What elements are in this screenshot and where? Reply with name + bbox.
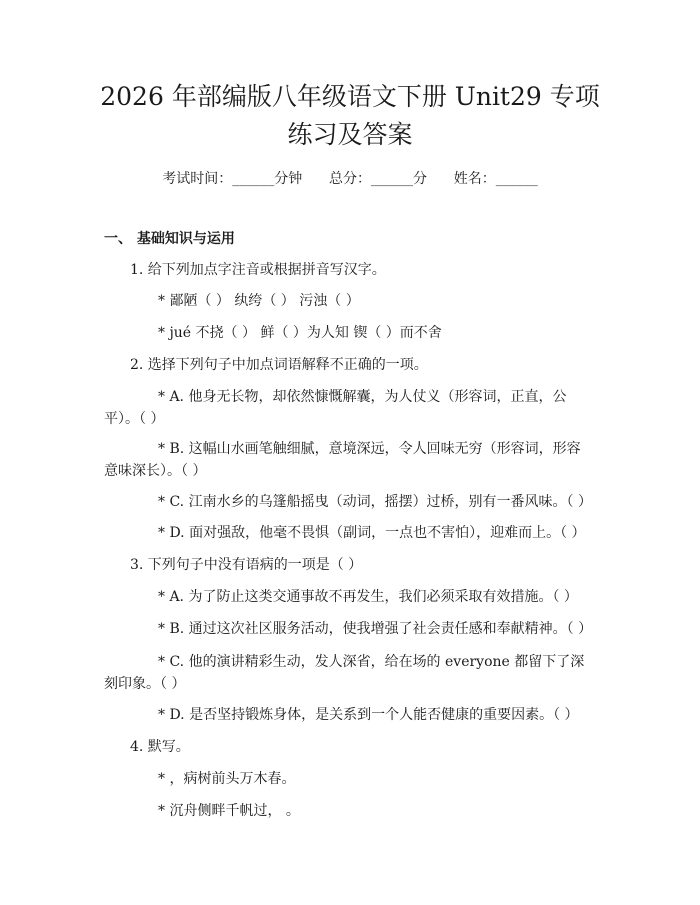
question-1-item-a: * 鄙陋（ ） 纨绔（ ） 污浊（ ） — [158, 293, 360, 309]
question-2-option-a-line2: 平）。（ ） — [104, 411, 165, 427]
question-2: 2. 选择下列句子中加点词语解释不正确的一项。 — [130, 357, 428, 373]
question-2-option-b-line1: * B. 这幅山水画笔触细腻，意境深远，令人回味无穷（形容词，形容 — [158, 441, 581, 457]
title-line-2: 练习及答案 — [287, 120, 413, 149]
question-4: 4. 默写。 — [130, 739, 190, 755]
document-title — [60, 78, 640, 154]
question-1-item-b: * jué 不挠（ ） 鲜（ ）为人知 锲（ ）而不舍 — [158, 325, 442, 341]
section-heading: 一、 基础知识与运用 — [104, 231, 235, 247]
question-3-option-d: * D. 是否坚持锻炼身体，是关系到一个人能否健康的重要因素。（ ） — [158, 707, 579, 723]
question-3: 3. 下列句子中没有语病的一项是（ ） — [130, 557, 363, 573]
question-2-option-c: * C. 江南水乡的乌篷船摇曳（动词，摇摆）过桥，别有一番风味。（ ） — [158, 494, 593, 510]
question-2-option-a-line1: * A. 他身无长物，却依然慷慨解囊，为人仗义（形容词，正直，公 — [158, 389, 567, 405]
exam-info-line: 考试时间：______分钟 总分：______分 姓名：______ — [162, 171, 538, 187]
question-2-option-b-line2: 意味深长）。（ ） — [104, 463, 207, 479]
question-2-option-d: * D. 面对强敌，他毫不畏惧（副词，一点也不害怕），迎难而上。（ ） — [158, 525, 586, 541]
question-3-option-a: * A. 为了防止这类交通事故不再发生，我们必须采取有效措施。（ ） — [158, 589, 578, 605]
title-line-1: 2026 年部编版八年级语文下册 Unit29 专项 — [100, 82, 600, 111]
question-3-option-c-line1: * C. 他的演讲精彩生动，发人深省，给在场的 everyone 都留下了深 — [158, 654, 585, 670]
question-4-item-a: * ，病树前头万木春。 — [158, 771, 296, 787]
question-3-option-b: * B. 通过这次社区服务活动，使我增强了社会责任感和奉献精神。（ ） — [158, 621, 593, 637]
question-1: 1. 给下列加点字注音或根据拼音写汉字。 — [130, 262, 386, 278]
question-3-option-c-line2: 刻印象。（ ） — [104, 676, 186, 692]
question-4-item-b: * 沉舟侧畔千帆过， 。 — [158, 803, 300, 819]
